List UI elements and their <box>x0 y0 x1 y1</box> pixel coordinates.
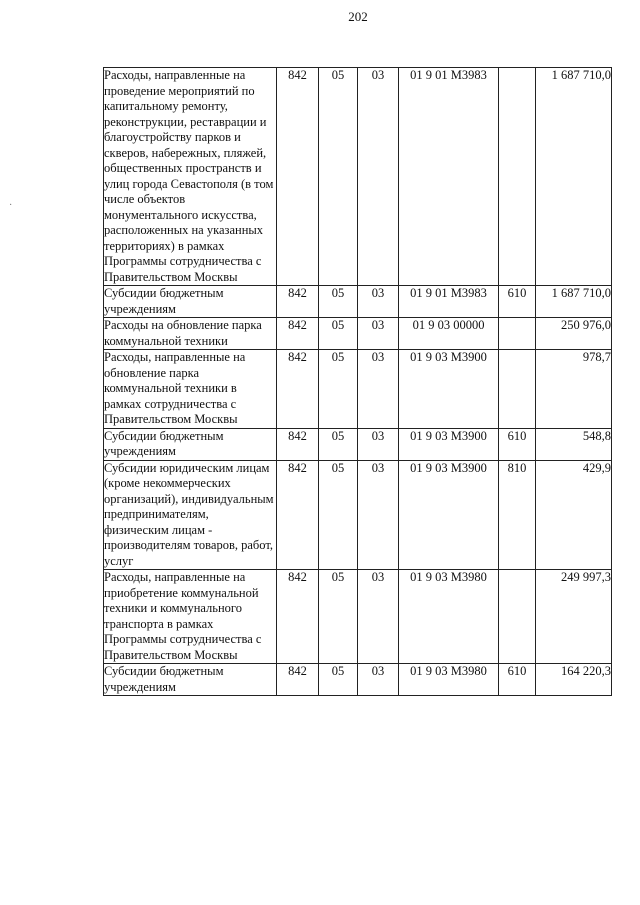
section-code-cell: 05 <box>319 68 358 286</box>
section-code-cell: 05 <box>319 428 358 460</box>
amount-cell: 978,7 <box>536 350 612 429</box>
target-item-code-cell: 01 9 03 M3900 <box>399 460 499 570</box>
table-row <box>104 68 612 286</box>
expense-type-code-cell <box>499 350 536 429</box>
section-code-cell: 05 <box>319 460 358 570</box>
budget-table <box>103 67 612 696</box>
amount-cell: 250 976,0 <box>536 318 612 350</box>
target-item-code-cell: 01 9 03 M3980 <box>399 664 499 696</box>
table-row <box>104 428 612 460</box>
amount-cell: 1 687 710,0 <box>536 68 612 286</box>
subsection-code-cell: 03 <box>358 318 399 350</box>
amount-cell: 1 687 710,0 <box>536 286 612 318</box>
expense-type-code-cell <box>499 318 536 350</box>
expense-type-code-cell: 810 <box>499 460 536 570</box>
target-item-code-cell: 01 9 03 M3980 <box>399 570 499 664</box>
subsection-code-cell: 03 <box>358 428 399 460</box>
subsection-code-cell: 03 <box>358 570 399 664</box>
expense-name-cell: Субсидии юридическим лицам (кроме некоммерческих организаций), индивидуальным предпринимателям, физическим лицам - производителям товаров, работ, услуг <box>104 460 277 570</box>
expense-type-code-cell <box>499 570 536 664</box>
expense-name-cell: Субсидии бюджетным учреждениям <box>104 286 277 318</box>
page-number: 202 <box>348 9 368 24</box>
expense-name-cell: Расходы, направленные на обновление парка коммунальной техники в рамках сотрудничества с Правительством Москвы <box>104 350 277 429</box>
margin-mark: · <box>9 200 13 211</box>
department-code-cell: 842 <box>277 460 319 570</box>
section-code-cell: 05 <box>319 318 358 350</box>
expense-name-cell: Субсидии бюджетным учреждениям <box>104 428 277 460</box>
amount-cell: 249 997,3 <box>536 570 612 664</box>
expense-name-cell: Расходы, направленные на приобретение коммунальной техники и коммунального транспорта в рамках Программы сотрудничества с Правительством Москвы <box>104 570 277 664</box>
table-row <box>104 460 612 570</box>
section-code-cell: 05 <box>319 570 358 664</box>
subsection-code-cell: 03 <box>358 68 399 286</box>
subsection-code-cell: 03 <box>358 286 399 318</box>
subsection-code-cell: 03 <box>358 350 399 429</box>
expense-name-cell: Субсидии бюджетным учреждениям <box>104 664 277 696</box>
budget-table-body <box>104 68 612 696</box>
expense-type-code-cell: 610 <box>499 428 536 460</box>
expense-name-cell: Расходы, направленные на проведение мероприятий по капитальному ремонту, реконструкции, реставрации и благоустройству парков и скверов, набережных, пляжей, общественных пространств и улиц города Севастополя (в том числе объектов монументального искусства, расположенных на указанных территориях) в рамках Программы сотрудничества с Правительством Москвы <box>104 68 277 286</box>
department-code-cell: 842 <box>277 350 319 429</box>
expense-type-code-cell: 610 <box>499 664 536 696</box>
target-item-code-cell: 01 9 01 M3983 <box>399 286 499 318</box>
target-item-code-cell: 01 9 03 M3900 <box>399 428 499 460</box>
amount-cell: 429,9 <box>536 460 612 570</box>
subsection-code-cell: 03 <box>358 664 399 696</box>
section-code-cell: 05 <box>319 664 358 696</box>
amount-cell: 164 220,3 <box>536 664 612 696</box>
table-row <box>104 570 612 664</box>
table-row <box>104 286 612 318</box>
target-item-code-cell: 01 9 03 00000 <box>399 318 499 350</box>
section-code-cell: 05 <box>319 350 358 429</box>
table-row <box>104 350 612 429</box>
department-code-cell: 842 <box>277 570 319 664</box>
department-code-cell: 842 <box>277 318 319 350</box>
amount-cell: 548,8 <box>536 428 612 460</box>
target-item-code-cell: 01 9 03 M3900 <box>399 350 499 429</box>
department-code-cell: 842 <box>277 68 319 286</box>
target-item-code-cell: 01 9 01 M3983 <box>399 68 499 286</box>
expense-type-code-cell <box>499 68 536 286</box>
department-code-cell: 842 <box>277 428 319 460</box>
section-code-cell: 05 <box>319 286 358 318</box>
subsection-code-cell: 03 <box>358 460 399 570</box>
department-code-cell: 842 <box>277 664 319 696</box>
table-row <box>104 664 612 696</box>
table-row <box>104 318 612 350</box>
department-code-cell: 842 <box>277 286 319 318</box>
expense-name-cell: Расходы на обновление парка коммунальной техники <box>104 318 277 350</box>
expense-type-code-cell: 610 <box>499 286 536 318</box>
